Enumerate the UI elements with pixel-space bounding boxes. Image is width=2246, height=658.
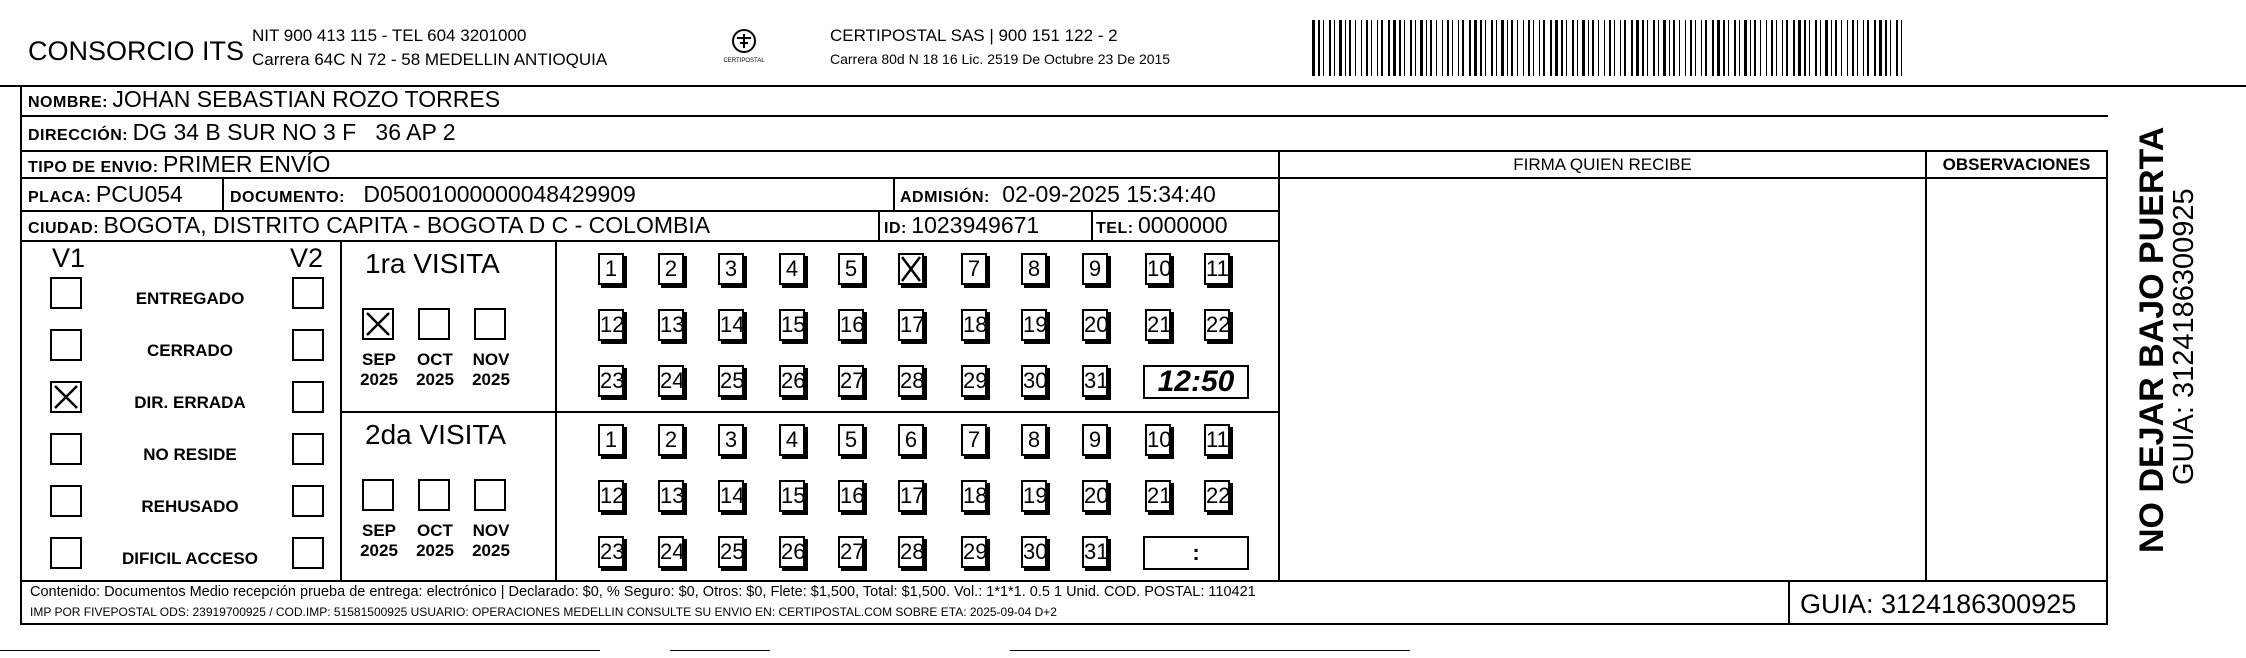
barcode-bar	[1430, 20, 1432, 76]
barcode-bar	[1496, 20, 1497, 76]
barcode-bar	[1809, 20, 1810, 76]
direccion-row	[28, 119, 456, 146]
barcode-bar	[1825, 20, 1828, 76]
ciudad-value: BOGOTA, DISTRITO CAPITA - BOGOTA D C - COLOMBIA	[103, 212, 711, 238]
barcode-bar	[1705, 20, 1707, 76]
barcode-bar	[1690, 20, 1692, 76]
v1-checkbox[interactable]	[50, 537, 82, 569]
barcode-bar	[1511, 20, 1513, 76]
barcode-bar	[1339, 20, 1342, 76]
barcode-bar	[1798, 20, 1801, 76]
admision-label: ADMISIÓN:	[900, 189, 990, 206]
ciudad-row	[28, 212, 710, 239]
status-label: DIR. ERRADA	[134, 393, 246, 412]
day-box[interactable]: 7	[961, 424, 987, 456]
footer-guia: GUIA: 3124186300925	[1800, 589, 2077, 619]
month-year: 2025	[416, 541, 454, 560]
day-box[interactable]: 30	[1021, 365, 1047, 397]
month-checkbox[interactable]	[418, 479, 450, 511]
day-box[interactable]: 5	[838, 424, 864, 456]
day-box[interactable]: 17	[898, 480, 924, 512]
barcode-bar	[1771, 20, 1773, 76]
barcode-bar	[1679, 20, 1680, 76]
month-name: SEP	[361, 521, 397, 540]
barcode-bar	[1804, 20, 1806, 76]
day-box[interactable]: 22	[1204, 309, 1230, 341]
barcode-bar	[1420, 20, 1423, 76]
v1-checkbox[interactable]	[50, 329, 82, 361]
barcode-bar	[1572, 20, 1574, 76]
barcode-bar	[1658, 20, 1659, 76]
day-box[interactable]: 2	[658, 424, 684, 456]
barcode-bar	[1577, 20, 1578, 76]
barcode-bar	[1614, 20, 1615, 76]
day-box[interactable]: 28	[898, 365, 924, 397]
barcode-bar	[1793, 20, 1795, 76]
barcode-bar	[1890, 20, 1891, 76]
barcode-bar	[1631, 20, 1633, 76]
day-box[interactable]: 8	[1021, 424, 1047, 456]
footer-line2: IMP POR FIVEPOSTAL ODS: 23919700925 / COD.IMP: 51581500925 USUARIO: OPERACIONES MEDELLIN CONSULTE SU ENVIO EN: CERTIPOSTAL.COM SOBRE ETA: 2025-09-04 D+2	[30, 605, 1057, 619]
barcode-bar	[1885, 20, 1887, 76]
month-year: 2025	[360, 541, 398, 560]
nombre-value: JOHAN SEBASTIAN ROZO TORRES	[112, 86, 501, 112]
tipo-value: PRIMER ENVÍO	[163, 151, 331, 177]
documento-value: D05001000000048429909	[363, 181, 636, 207]
barcode-bar	[1436, 20, 1437, 76]
barcode-bar	[1712, 20, 1714, 76]
id-value: 1023949671	[911, 212, 1040, 238]
barcode-bar	[1820, 20, 1821, 76]
month-year: 2025	[360, 370, 398, 389]
day-box[interactable]: 11	[1204, 424, 1230, 456]
barcode-bar	[1620, 20, 1621, 76]
v2-checkbox[interactable]	[292, 433, 324, 465]
barcode-bar	[1507, 20, 1508, 76]
barcode-bar	[1480, 20, 1482, 76]
barcode-bar	[1863, 20, 1864, 76]
day-box[interactable]: 17	[898, 309, 924, 341]
day-box[interactable]: 11	[1204, 253, 1230, 285]
barcode-bar	[1782, 20, 1783, 76]
documento-row	[230, 181, 636, 208]
month-checkbox[interactable]	[362, 479, 394, 511]
month-name: OCT	[417, 521, 453, 540]
barcode-bar	[1760, 20, 1761, 76]
time-box[interactable]: :	[1143, 536, 1249, 570]
day-box[interactable]: 28	[898, 536, 924, 568]
time-box[interactable]: 12:50	[1143, 365, 1249, 399]
barcode-bar	[1550, 20, 1552, 76]
barcode-bar	[1543, 20, 1545, 76]
barcode-bar	[1555, 20, 1558, 76]
tipo-row	[28, 151, 330, 178]
barcode-bar	[1366, 20, 1368, 76]
barcode-bar	[1452, 20, 1453, 76]
barcode-bar	[1744, 20, 1747, 76]
day-box[interactable]: 1	[598, 424, 624, 456]
day-box[interactable]: 24	[658, 536, 684, 568]
placa-value: PCU054	[95, 181, 183, 207]
visit-title: 2da VISITA	[365, 419, 507, 450]
month-label	[468, 521, 514, 561]
certipostal-logo	[723, 26, 765, 70]
barcode-bar	[1841, 20, 1842, 76]
visit-title: 1ra VISITA	[365, 248, 500, 279]
day-box[interactable]: 9	[1082, 253, 1108, 285]
day-box[interactable]	[898, 253, 924, 285]
month-label	[412, 350, 458, 390]
day-box[interactable]: 10	[1145, 424, 1171, 456]
company-name: CONSORCIO ITS	[28, 36, 245, 66]
barcode-bar	[1669, 20, 1670, 76]
day-box[interactable]: 29	[961, 536, 987, 568]
tel-row	[1096, 212, 1228, 239]
tipo-label: TIPO DE ENVIO:	[28, 159, 159, 176]
barcode-bar	[1857, 20, 1858, 76]
month-year: 2025	[472, 370, 510, 389]
barcode-bar	[1717, 20, 1720, 76]
barcode-bar	[1462, 20, 1464, 76]
day-box[interactable]: 13	[658, 309, 684, 341]
day-box[interactable]: 23	[598, 365, 624, 397]
day-box[interactable]: 25	[718, 536, 744, 568]
barcode-bar	[1528, 20, 1530, 76]
v1-header: V1	[52, 243, 86, 273]
barcode-bar	[1685, 20, 1686, 76]
logo-text: CERTIPOSTAL	[723, 58, 765, 64]
placa-row	[28, 181, 183, 208]
day-box[interactable]: 26	[779, 365, 805, 397]
day-box[interactable]: 8	[1021, 253, 1047, 285]
barcode-bar	[1458, 20, 1459, 76]
barcode-bar	[1334, 20, 1335, 76]
day-box[interactable]: 22	[1204, 480, 1230, 512]
day-box[interactable]: 30	[1021, 536, 1047, 568]
barcode-bar	[1901, 20, 1902, 76]
month-checkbox[interactable]	[418, 308, 450, 340]
barcode-bar	[1523, 20, 1524, 76]
month-name: NOV	[472, 521, 510, 540]
v2-checkbox[interactable]	[292, 485, 324, 517]
month-name: SEP	[361, 350, 397, 369]
barcode-bar	[1723, 20, 1725, 76]
barcode-bar	[1786, 20, 1788, 76]
barcode-bar	[1388, 20, 1390, 76]
barcode-bar	[1867, 20, 1869, 76]
day-box[interactable]: 3	[718, 253, 744, 285]
day-box[interactable]: 27	[838, 365, 864, 397]
month-year: 2025	[416, 370, 454, 389]
barcode-bar	[1539, 20, 1540, 76]
day-box[interactable]: 4	[779, 253, 805, 285]
barcode-bar	[1739, 20, 1740, 76]
barcode-bar	[1831, 20, 1832, 76]
v1-checkbox[interactable]	[50, 485, 82, 517]
day-box[interactable]: 3	[718, 424, 744, 456]
barcode	[1312, 20, 1908, 76]
barcode-bar	[1533, 20, 1534, 76]
v2-checkbox[interactable]	[292, 381, 324, 413]
barcode-bar	[1323, 20, 1324, 76]
status-label: DIFICIL ACCESO	[121, 549, 258, 568]
barcode-bar	[1815, 20, 1817, 76]
barcode-bar	[1766, 20, 1767, 76]
footer-line1: Contenido: Documentos Medio recepción prueba de entrega: electrónico | Declarado: $0, % Seguro: $0, Otros: $0, Flete: $1,500, Total: $1,500. Vol.: 1*1*1. 0.5 1 Unid. COD. POSTAL: 110421	[30, 584, 1256, 600]
barcode-bar	[1501, 20, 1504, 76]
day-box[interactable]: 31	[1082, 536, 1108, 568]
barcode-bar	[1377, 20, 1378, 76]
barcode-bar	[1750, 20, 1751, 76]
barcode-bar	[1624, 20, 1626, 76]
day-box[interactable]: 19	[1021, 309, 1047, 341]
admision-row	[900, 181, 1216, 208]
side-guia: GUIA: 3124186300925	[2168, 188, 2200, 485]
v2-checkbox[interactable]	[292, 329, 324, 361]
day-box[interactable]: 20	[1082, 309, 1108, 341]
id-label: ID:	[884, 220, 907, 237]
day-box[interactable]: 16	[838, 309, 864, 341]
day-box[interactable]: 13	[658, 480, 684, 512]
barcode-bar	[1469, 20, 1471, 76]
day-box[interactable]: 14	[718, 480, 744, 512]
barcode-bar	[1517, 20, 1518, 76]
day-box[interactable]: 18	[961, 309, 987, 341]
month-label	[468, 350, 514, 390]
side-warning: NO DEJAR BAJO PUERTA	[2133, 126, 2171, 553]
v2-checkbox[interactable]	[292, 537, 324, 569]
day-box[interactable]: 12	[598, 480, 624, 512]
barcode-bar	[1566, 20, 1567, 76]
barcode-bar	[1588, 20, 1589, 76]
barcode-bar	[1847, 20, 1848, 76]
day-box[interactable]: 27	[838, 536, 864, 568]
day-box[interactable]: 26	[779, 536, 805, 568]
barcode-bar	[1636, 20, 1639, 76]
month-year: 2025	[472, 541, 510, 560]
barcode-bar	[1426, 20, 1427, 76]
day-box[interactable]: 10	[1145, 253, 1171, 285]
v1-checkbox[interactable]	[50, 381, 82, 413]
day-box[interactable]: 1	[598, 253, 624, 285]
status-label: REHUSADO	[141, 497, 239, 516]
month-label	[356, 521, 402, 561]
month-name: NOV	[472, 350, 510, 369]
v2-checkbox[interactable]	[292, 277, 324, 309]
barcode-bar	[1491, 20, 1493, 76]
barcode-bar	[1728, 20, 1729, 76]
barcode-bar	[1474, 20, 1477, 76]
barcode-bar	[1447, 20, 1449, 76]
month-checkbox[interactable]	[474, 308, 506, 340]
month-label	[412, 521, 458, 561]
barcode-bar	[1673, 20, 1675, 76]
status-label: NO RESIDE	[143, 445, 237, 464]
day-box[interactable]: 25	[718, 365, 744, 397]
day-box[interactable]: 5	[838, 253, 864, 285]
day-box[interactable]: 29	[961, 365, 987, 397]
day-box[interactable]: 21	[1145, 480, 1171, 512]
day-box[interactable]: 4	[779, 424, 805, 456]
barcode-bar	[1852, 20, 1854, 76]
barcode-bar	[1776, 20, 1777, 76]
barcode-bar	[1598, 20, 1599, 76]
barcode-bar	[1415, 20, 1416, 76]
ciudad-label: CIUDAD:	[28, 220, 100, 237]
carrier-license: Carrera 80d N 18 16 Lic. 2519 De Octubre 23 De 2015	[830, 51, 1171, 67]
tel-value: 0000000	[1138, 212, 1228, 238]
direccion-value: DG 34 B SUR NO 3 F 36 AP 2	[132, 119, 456, 145]
direccion-label: DIRECCIÓN:	[28, 127, 129, 144]
day-box[interactable]: 7	[961, 253, 987, 285]
barcode-bar	[1561, 20, 1563, 76]
month-checkbox[interactable]	[362, 308, 394, 340]
day-box[interactable]: 6	[898, 424, 924, 456]
status-label: ENTREGADO	[135, 289, 245, 308]
day-box[interactable]: 9	[1082, 424, 1108, 456]
admision-value: 02-09-2025 15:34:40	[1002, 181, 1216, 207]
barcode-bar	[1399, 20, 1401, 76]
day-box[interactable]: 12	[598, 309, 624, 341]
barcode-bar	[1410, 20, 1412, 76]
documento-label: DOCUMENTO:	[230, 189, 345, 206]
firma-header: FIRMA QUIEN RECIBE	[1513, 155, 1692, 174]
barcode-bar	[1592, 20, 1594, 76]
barcode-bar	[1345, 20, 1346, 76]
v2-header: V2	[290, 243, 324, 273]
day-box[interactable]: 31	[1082, 365, 1108, 397]
company-address: Carrera 64C N 72 - 58 MEDELLIN ANTIOQUIA	[252, 50, 608, 69]
barcode-bar	[1701, 20, 1702, 76]
day-box[interactable]: 15	[779, 309, 805, 341]
barcode-bar	[1312, 20, 1315, 76]
observaciones-header: OBSERVACIONES	[1942, 155, 2091, 174]
day-box[interactable]: 23	[598, 536, 624, 568]
day-box[interactable]: 19	[1021, 480, 1047, 512]
barcode-bar	[1393, 20, 1396, 76]
barcode-bar	[1371, 20, 1372, 76]
v1-checkbox[interactable]	[50, 277, 82, 309]
barcode-bar	[1874, 20, 1876, 76]
month-checkbox[interactable]	[474, 479, 506, 511]
barcode-bar	[1754, 20, 1756, 76]
barcode-bar	[1642, 20, 1644, 76]
day-box[interactable]: 18	[961, 480, 987, 512]
day-box[interactable]: 16	[838, 480, 864, 512]
barcode-bar	[1896, 20, 1898, 76]
barcode-bar	[1663, 20, 1666, 76]
month-label	[356, 350, 402, 390]
v1-checkbox[interactable]	[50, 433, 82, 465]
barcode-bar	[1355, 20, 1356, 76]
barcode-bar	[1604, 20, 1605, 76]
barcode-bar	[1879, 20, 1882, 76]
day-box[interactable]: 15	[779, 480, 805, 512]
barcode-bar	[1734, 20, 1736, 76]
day-box[interactable]: 20	[1082, 480, 1108, 512]
day-box[interactable]: 14	[718, 309, 744, 341]
barcode-bar	[1442, 20, 1443, 76]
company-nit-tel: NIT 900 413 115 - TEL 604 3201000	[252, 26, 527, 45]
barcode-bar	[1647, 20, 1648, 76]
day-box[interactable]: 24	[658, 365, 684, 397]
barcode-bar	[1349, 20, 1351, 76]
status-label: CERRADO	[147, 341, 233, 360]
barcode-bar	[1404, 20, 1405, 76]
nombre-row	[28, 86, 500, 113]
barcode-bar	[1653, 20, 1655, 76]
barcode-bar	[1835, 20, 1837, 76]
nombre-label: NOMBRE:	[28, 94, 108, 111]
barcode-bar	[1695, 20, 1696, 76]
barcode-bar	[1329, 20, 1331, 76]
month-name: OCT	[417, 350, 453, 369]
day-box[interactable]: 2	[658, 253, 684, 285]
barcode-bar	[1361, 20, 1362, 76]
barcode-bar	[1381, 20, 1383, 76]
carrier-name: CERTIPOSTAL SAS | 900 151 122 - 2	[830, 26, 1118, 45]
barcode-bar	[1582, 20, 1585, 76]
barcode-bar	[1318, 20, 1320, 76]
placa-label: PLACA:	[28, 189, 92, 206]
barcode-bar	[1485, 20, 1486, 76]
day-box[interactable]: 21	[1145, 309, 1171, 341]
barcode-bar	[1609, 20, 1611, 76]
id-row	[884, 212, 1039, 239]
tel-label: TEL:	[1096, 220, 1134, 237]
